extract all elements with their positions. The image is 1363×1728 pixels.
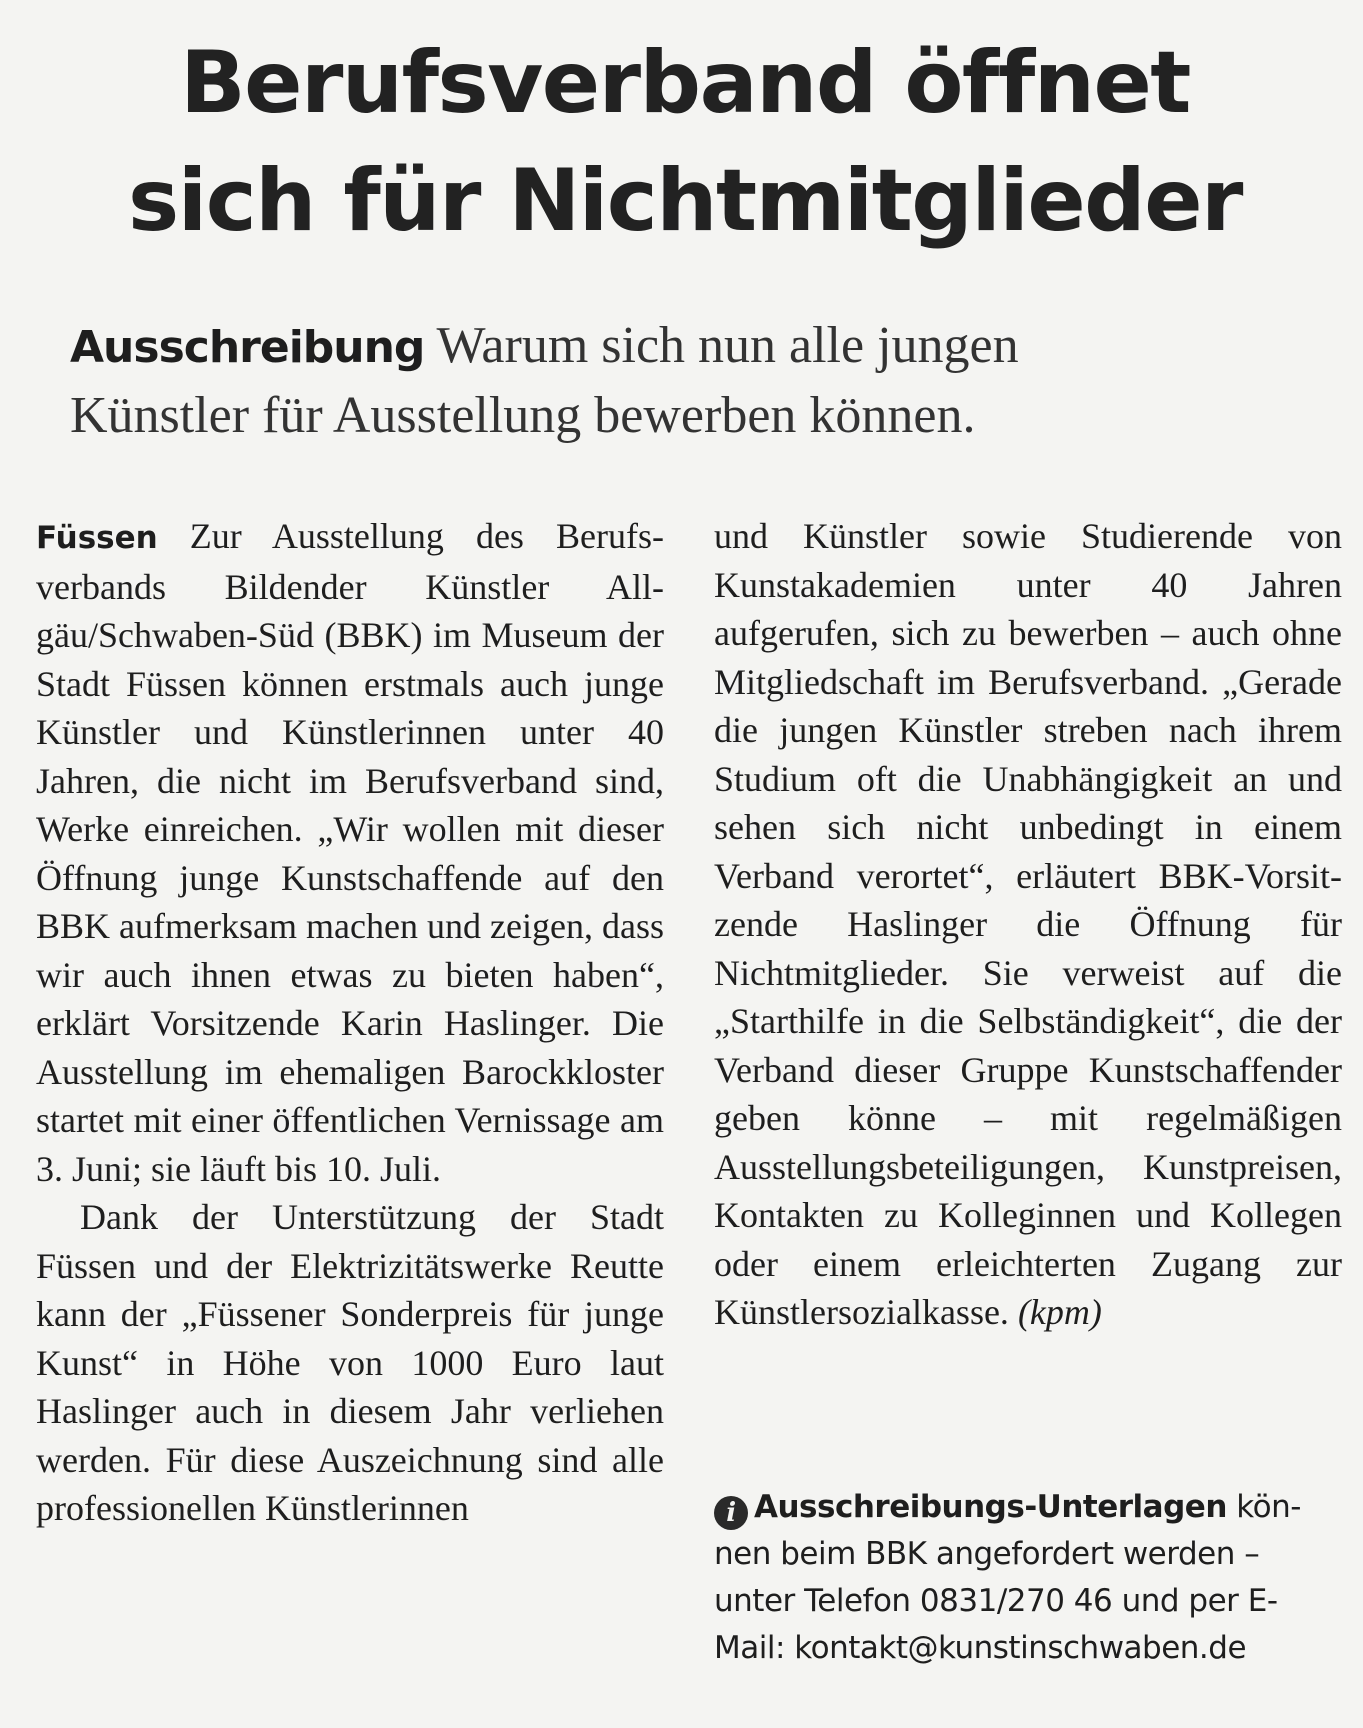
subheadline: [70, 312, 1290, 450]
article-column-left: [36, 512, 664, 1533]
headline-line-2: sich für Nichtmitglieder: [128, 151, 1242, 251]
paragraph-1: [36, 512, 664, 1193]
byline: (kpm): [1017, 1292, 1102, 1332]
subhead-line-1: Warum sich nun alle jungen: [436, 317, 1019, 374]
headline: [60, 24, 1310, 260]
info-icon: i: [714, 1496, 748, 1530]
paragraph-1-text: Zur Ausstellung des Berufsverbands Bildender Künstler Allgäu/Schwaben-Süd (BBK) im Museum der Stadt Füssen können erstmals auch junge Künstler und Künstlerinnen unter 40 Jahren, die nicht im Berufsverband sind, Werke einreichen. „Wir wollen mit dieser Öffnung junge Kunstschaffende auf den BBK aufmerksam machen und zeigen, dass wir auch ihnen etwas zu bieten haben“, erklärt Vorsitzende Karin Haslinger. Die Ausstellung im ehemaligen Barockkloster startet mit einer öffentlichen Vernissage am 3. Juni; sie läuft bis 10. Juli.: [36, 516, 665, 1189]
paragraph-2: Dank der Unterstützung der Stadt Füssen und der Elektrizitätswerke Reutte kann der „Füssener Sonderpreis für junge Kunst“ in Höhe von 1000 Euro laut Haslinger auch in diesem Jahr verliehen werden. Für diese Auszeichnung sind alle professionellen Künstlerinnen: [36, 1197, 664, 1528]
info-text: können beim BBK angefordert werden – unter Telefon 0831/270 46 und per E-Mail: kontakt@kunstinschwaben.de: [714, 1489, 1302, 1666]
headline-line-1: Berufsverband öffnet: [180, 33, 1190, 133]
paragraph-3: [714, 512, 1342, 1337]
dateline: Füssen: [36, 520, 158, 556]
info-box: [714, 1484, 1334, 1672]
article-column-right: [714, 512, 1342, 1337]
info-lead: Ausschreibungs-Unterlagen: [754, 1489, 1227, 1525]
subhead-line-2: Künstler für Ausstellung bewerben können.: [70, 387, 976, 444]
paragraph-3-text: und Künstler sowie Studierende von Kunstakademien unter 40 Jahren aufgerufen, sich zu bewerben – auch ohne Mitgliedschaft im Berufsverband. „Gerade die jungen Künstler streben nach ihrem Studium oft die Unabhängigkeit an und sehen sich nicht unbedingt in einem Verband verortet“, erläutert BBK-Vorsitzende Haslinger die Öffnung für Nichtmitglieder. Sie verweist auf die „Starthilfe in die Selbständigkeit“, die der Verband dieser Gruppe Kunstschaffender geben könne – mit regelmäßigen Ausstellungsbeteiligungen, Kunstpreisen, Kontakten zu Kolleginnen und Kollegen oder einem erleichterten Zugang zur Künstlersozialkasse.: [714, 516, 1342, 1332]
subhead-kicker: Ausschreibung: [70, 322, 425, 373]
